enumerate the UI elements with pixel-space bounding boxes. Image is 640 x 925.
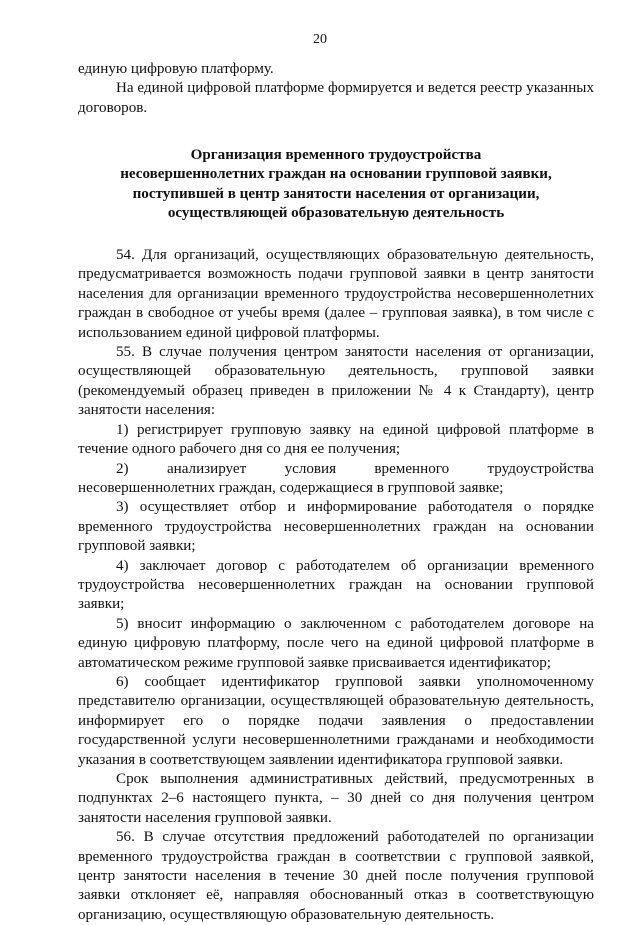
- paragraph-item-56: 56. В случае отсутствия предложений работодателей по организации временного трудоустройства граждан в соответствии с групповой заявкой, центр занятости населения в течение 30 дней после получения групповой заявки отклоняет её, направляя обоснованный отказ в соответствующую организацию, осуществляющую образовательную деятельность.: [78, 829, 594, 923]
- paragraph-item-54: 54. Для организаций, осуществляющих образовательную деятельность, предусматривается возможность подачи групповой заявки в центр занятости населения для организации временного трудоустройства несовершеннолетних граждан в свободное от учебы время (далее – групповая заявка), в том числе с использованием единой цифровой платформы.: [78, 247, 594, 341]
- paragraph-item-55: 55. В случае получения центром занятости населения от организации, осуществляющей образовательную деятельность, групповой заявки (рекомендуемый образец приведен в приложении № 4 к Стандарту), центр занятости населения:: [78, 344, 594, 419]
- subitem-1: 1) регистрирует групповую заявку на единой цифровой платформе в течение одного рабочего дня со дня ее получения;: [78, 421, 594, 458]
- heading-line: Организация временного трудоустройства: [190, 147, 482, 164]
- page-content: [78, 60, 594, 925]
- subitem-6: 6) сообщает идентификатор групповой заявки уполномоченному представителю организации, осуществляющей образовательную деятельность, информирует его о порядке подачи заявления о предоставлении государственной услуги несовершеннолетними гражданами и необходимости указания в соответствующем заявлении идентификатора групповой заявки.: [78, 673, 594, 768]
- heading-line: несовершеннолетних граждан на основании групповой заявки,: [120, 166, 552, 183]
- page-number: 20: [313, 32, 327, 47]
- subitem-5: 5) вносит информацию о заключенном с работодателем договоре на единую цифровую платформу, после чего на единой цифровой платформе в автоматическом режиме групповой заявке присваивается идентификатор;: [78, 615, 594, 671]
- subitem-4: 4) заключает договор с работодателем об организации временного трудоустройства несовершеннолетних граждан на основании групповой заявки;: [78, 557, 594, 613]
- paragraph-deadline: Срок выполнения административных действий, предусмотренных в подпунктах 2–6 настоящего пункта, – 30 дней со дня получения центром занятости населения групповой заявки.: [78, 771, 594, 826]
- paragraph-registry: На единой цифровой платформе формируется и ведется реестр указанных договоров.: [78, 80, 594, 116]
- paragraph-continuation: единую цифровую платформу.: [78, 61, 274, 77]
- heading-line: поступившей в центр занятости населения от организации,: [132, 185, 540, 202]
- section-heading: [78, 146, 594, 223]
- subitem-3: 3) осуществляет отбор и информирование работодателя о порядке временного трудоустройства несовершеннолетних граждан на основании групповой заявки;: [78, 499, 594, 555]
- heading-line: осуществляющей образовательную деятельность: [167, 204, 505, 221]
- subitem-2: 2) анализирует условия временного трудоустройства несовершеннолетних граждан, содержащиеся в групповой заявке;: [78, 460, 594, 496]
